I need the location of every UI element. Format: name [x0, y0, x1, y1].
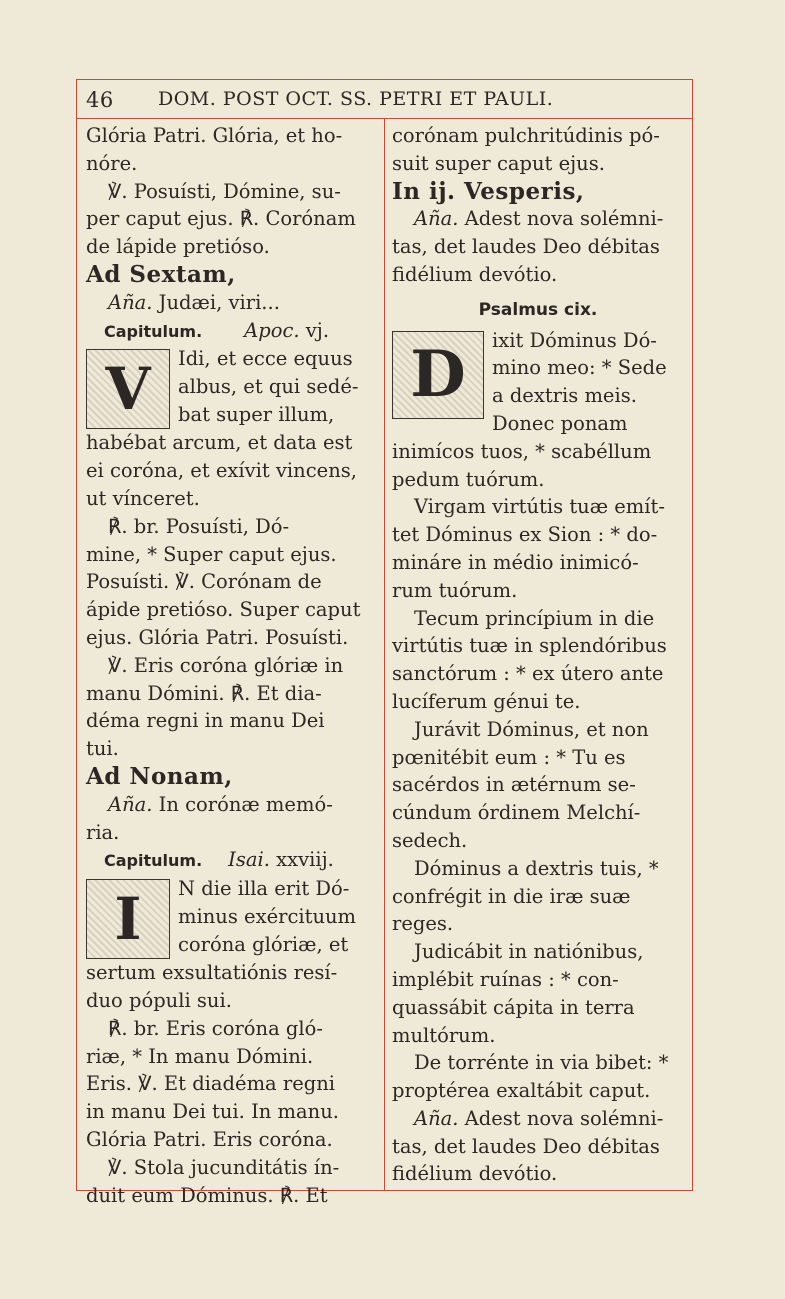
text-line: bat super illum, — [178, 402, 335, 426]
antiphon-label: Aña. — [414, 1106, 459, 1130]
text-line: ℣. Posuísti, Dómine, su- — [108, 179, 341, 203]
text-line: suit super caput ejus. — [392, 151, 605, 175]
text-line: sertum exsultatiónis resí- — [86, 961, 338, 985]
antiphon-label: Aña. — [414, 207, 459, 231]
text-line: cúndum órdinem Melchí- — [392, 801, 641, 825]
text-line: Donec ponam — [492, 411, 628, 435]
text-line: fidélium devótio. — [392, 262, 558, 286]
text-line: implébit ruínas : * con- — [392, 967, 619, 991]
heading-nonam: Ad Nonam, — [86, 762, 233, 790]
heading-vesperis: In ij. Vesperis, — [392, 177, 585, 205]
text-line: N die illa erit Dó- — [178, 877, 350, 901]
text-line: de lápide pretióso. — [86, 235, 270, 259]
text-line: tet Dóminus ex Sion : * do- — [392, 523, 658, 547]
text-line: proptérea exaltábit caput. — [392, 1079, 651, 1103]
antiphon-text: In corónæ memó- — [152, 792, 333, 816]
left-column — [86, 122, 376, 1209]
right-column — [392, 122, 684, 1188]
text-line: ℣. Stola jucunditátis ín- — [108, 1155, 340, 1179]
text-line: reges. — [392, 912, 454, 936]
text-line: duo pópuli sui. — [86, 988, 232, 1012]
text-line: pœnitébit eum : * Tu es — [392, 745, 626, 769]
page-number: 46 — [86, 88, 114, 112]
text-line: minus exércituum — [178, 904, 357, 928]
text-line: ℣. Eris coróna glóriæ in — [108, 653, 344, 677]
text-line: déma regni in manu Dei — [86, 709, 325, 733]
text-line: sedech. — [392, 828, 468, 852]
text-line: Jurávit Dóminus, et non — [414, 717, 649, 741]
text-line: sacérdos in ætérnum se- — [392, 773, 636, 797]
antiphon-label: Aña. — [108, 792, 153, 816]
text-line: albus, et qui sedé- — [178, 375, 359, 399]
drop-cap-v: V — [86, 349, 170, 429]
text-line: Glória Patri. Glória, et ho- — [86, 124, 343, 147]
text-line: ei coróna, et exívit vincens, — [86, 459, 357, 483]
text-line: tas, det laudes Deo débitas — [392, 1134, 660, 1158]
text-line: confrégit in die iræ suæ — [392, 884, 631, 908]
text-line: ria. — [86, 820, 120, 844]
running-title: DOM. POST OCT. SS. PETRI ET PAULI. — [158, 88, 554, 110]
text-line: quassábit cápita in terra — [392, 995, 635, 1019]
text-line: riæ, * In manu Dómini. — [86, 1044, 314, 1068]
antiphon-text: Judæi, viri... — [152, 290, 280, 314]
text-line: in manu Dei tui. In manu. — [86, 1100, 339, 1124]
text-line: Dóminus a dextris tuis, * — [414, 856, 659, 880]
page-header — [86, 88, 686, 118]
text-line: rum tuórum. — [392, 578, 518, 602]
antiphon-text: Adest nova solémni- — [458, 207, 664, 231]
text-line: Judicábit in natiónibus, — [414, 940, 644, 964]
text-line: ℟. br. Posuísti, Dó- — [108, 514, 290, 538]
text-line: ℟. br. Eris coróna gló- — [108, 1016, 323, 1040]
drop-cap-i: I — [86, 879, 170, 959]
text-line: Tecum princípium in die — [414, 606, 655, 630]
column-divider — [384, 119, 385, 1191]
capitulum-label: Capitulum. — [104, 851, 203, 871]
text-line: habébat arcum, et data est — [86, 431, 353, 455]
text-line: coróna glóriæ, et — [178, 932, 349, 956]
text-line: Eris. ℣. Et diadéma regni — [86, 1072, 336, 1096]
text-line: virtútis tuæ in splendóribus — [392, 634, 667, 658]
text-line: ápide pretióso. Super caput — [86, 598, 361, 622]
text-line: a dextris meis. — [492, 384, 637, 408]
text-line: mine, * Super caput ejus. — [86, 542, 337, 566]
text-line: fidélium devótio. — [392, 1162, 558, 1186]
text-line: corónam pulchritúdinis pó- — [392, 124, 660, 147]
heading-sextam: Ad Sextam, — [86, 260, 236, 288]
text-line: ut vínceret. — [86, 486, 200, 510]
text-line: Idi, et ecce equus — [178, 347, 353, 371]
text-line: Glória Patri. Eris coróna. — [86, 1127, 333, 1151]
text-line: De torrénte in via bibet: * — [414, 1051, 669, 1075]
text-line: Posuísti. ℣. Corónam de — [86, 570, 322, 594]
scripture-ref: Isai. — [228, 848, 270, 872]
text-line: lucíferum génui te. — [392, 689, 581, 713]
text-line: mino meo: * Sede — [492, 356, 667, 380]
capitulum-label: Capitulum. — [104, 321, 203, 341]
text-line: inimícos tuos, * scabéllum — [392, 439, 652, 463]
antiphon-label: Aña. — [108, 290, 153, 314]
scripture-ref-chapter: xxviij. — [269, 848, 334, 872]
text-line: ejus. Glória Patri. Posuísti. — [86, 625, 349, 649]
text-line: per caput ejus. ℟. Corónam — [86, 207, 356, 231]
scripture-ref-chapter: vj. — [299, 318, 330, 342]
antiphon-text: Adest nova solémni- — [458, 1106, 664, 1130]
text-line: ixit Dóminus Dó- — [492, 328, 657, 352]
text-line: Virgam virtútis tuæ emít- — [414, 495, 665, 519]
text-line: duit eum Dóminus. ℟. Et — [86, 1183, 328, 1207]
text-line: sanctórum : * ex útero ante — [392, 662, 664, 686]
scripture-ref: Apoc. — [244, 318, 300, 342]
text-line: pedum tuórum. — [392, 467, 545, 491]
text-line: manu Dómini. ℟. Et dia- — [86, 681, 322, 705]
psalm-heading: Psalmus cix. — [478, 299, 598, 320]
drop-cap-d: D — [392, 331, 484, 419]
text-line: nóre. — [86, 151, 138, 175]
text-line: mináre in médio inimicó- — [392, 550, 639, 574]
text-line: tas, det laudes Deo débitas — [392, 235, 660, 259]
text-line: multórum. — [392, 1023, 496, 1047]
text-line: tui. — [86, 737, 119, 761]
